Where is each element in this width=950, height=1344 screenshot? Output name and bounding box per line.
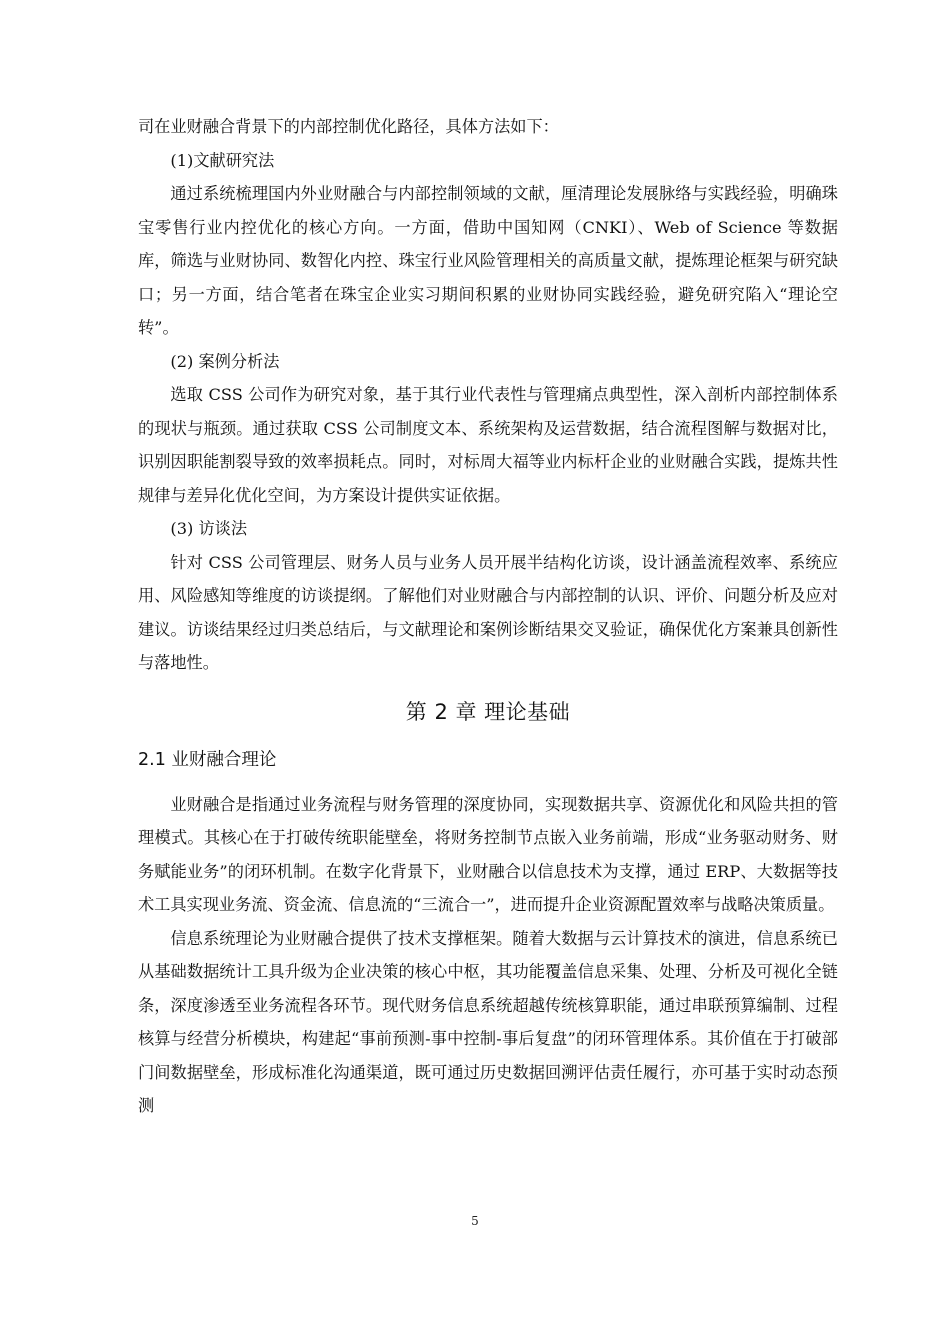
method-interview-paragraph: 针对 CSS 公司管理层、财务人员与业务人员开展半结构化访谈，设计涵盖流程效率、系统应用、风险感知等维度的访谈提纲。了解他们对业财融合与内部控制的认识、评价、问题分析及应对建议。访谈结果经过归类总结后，与文献理论和案例诊断结果交叉验证，确保优化方案兼具创新性与落地性。 bbox=[138, 552, 838, 672]
section-title: 2.1 业财融合理论 bbox=[138, 749, 277, 770]
intro-tail-paragraph: 司在业财融合背景下的内部控制优化路径，具体方法如下： bbox=[138, 117, 559, 136]
method-interview-title: (3) 访谈法 bbox=[170, 519, 248, 538]
page-number: 5 bbox=[471, 1214, 479, 1228]
section-paragraph-2: 信息系统理论为业财融合提供了技术支撑框架。随着大数据与云计算技术的演进，信息系统已从基础数据统计工具升级为企业决策的核心中枢，其功能覆盖信息采集、处理、分析及可视化全链条，深度渗透至业务流程各环节。现代财务信息系统超越传统核算职能，通过串联预算编制、过程核算与经营分析模块，构建起“事前预测-事中控制-事后复盘”的闭环管理体系。其价值在于打破部门间数据壁垒，形成标准化沟通渠道，既可通过历史数据回溯评估责任履行，亦可基于实时动态预测 bbox=[138, 928, 838, 1115]
method-case-title: (2) 案例分析法 bbox=[170, 351, 280, 371]
method-literature-title: (1)文献研究法 bbox=[170, 150, 275, 170]
method-case-paragraph: 选取 CSS 公司作为研究对象，基于其行业代表性与管理痛点典型性，深入剖析内部控制体系的现状与瓶颈。通过获取 CSS 公司制度文本、系统架构及运营数据，结合流程图解与数据对比，识别因职能割裂导致的效率损耗点。同时，对标周大福等业内标杆企业的业财融合实践，提炼共性规律与差异化优化空间，为方案设计提供实证依据。 bbox=[138, 385, 838, 505]
method-literature-paragraph: 通过系统梳理国内外业财融合与内部控制领域的文献，厘清理论发展脉络与实践经验，明确珠宝零售行业内控优化的核心方向。一方面，借助中国知网（CNKI）、Web of Science 等数据库，筛选与业财协同、数智化内控、珠宝行业风险管理相关的高质量文献，提炼理论框架与研究缺口；另一方面，结合笔者在珠宝企业实习期间积累的业财协同实践经验，避免研究陷入“理论空转”。 bbox=[138, 184, 838, 337]
chapter-title: 第 2 章 理论基础 bbox=[405, 699, 571, 724]
document-page bbox=[138, 110, 838, 1123]
section-paragraph-1: 业财融合是指通过业务流程与财务管理的深度协同，实现数据共享、资源优化和风险共担的管理模式。其核心在于打破传统职能壁垒，将财务控制节点嵌入业务前端，形成“业务驱动财务、财务赋能业务”的闭环机制。在数字化背景下，业财融合以信息技术为支撑，通过 ERP、大数据等技术工具实现业务流、资金流、信息流的“三流合一”，进而提升企业资源配置效率与战略决策质量。 bbox=[138, 794, 838, 914]
